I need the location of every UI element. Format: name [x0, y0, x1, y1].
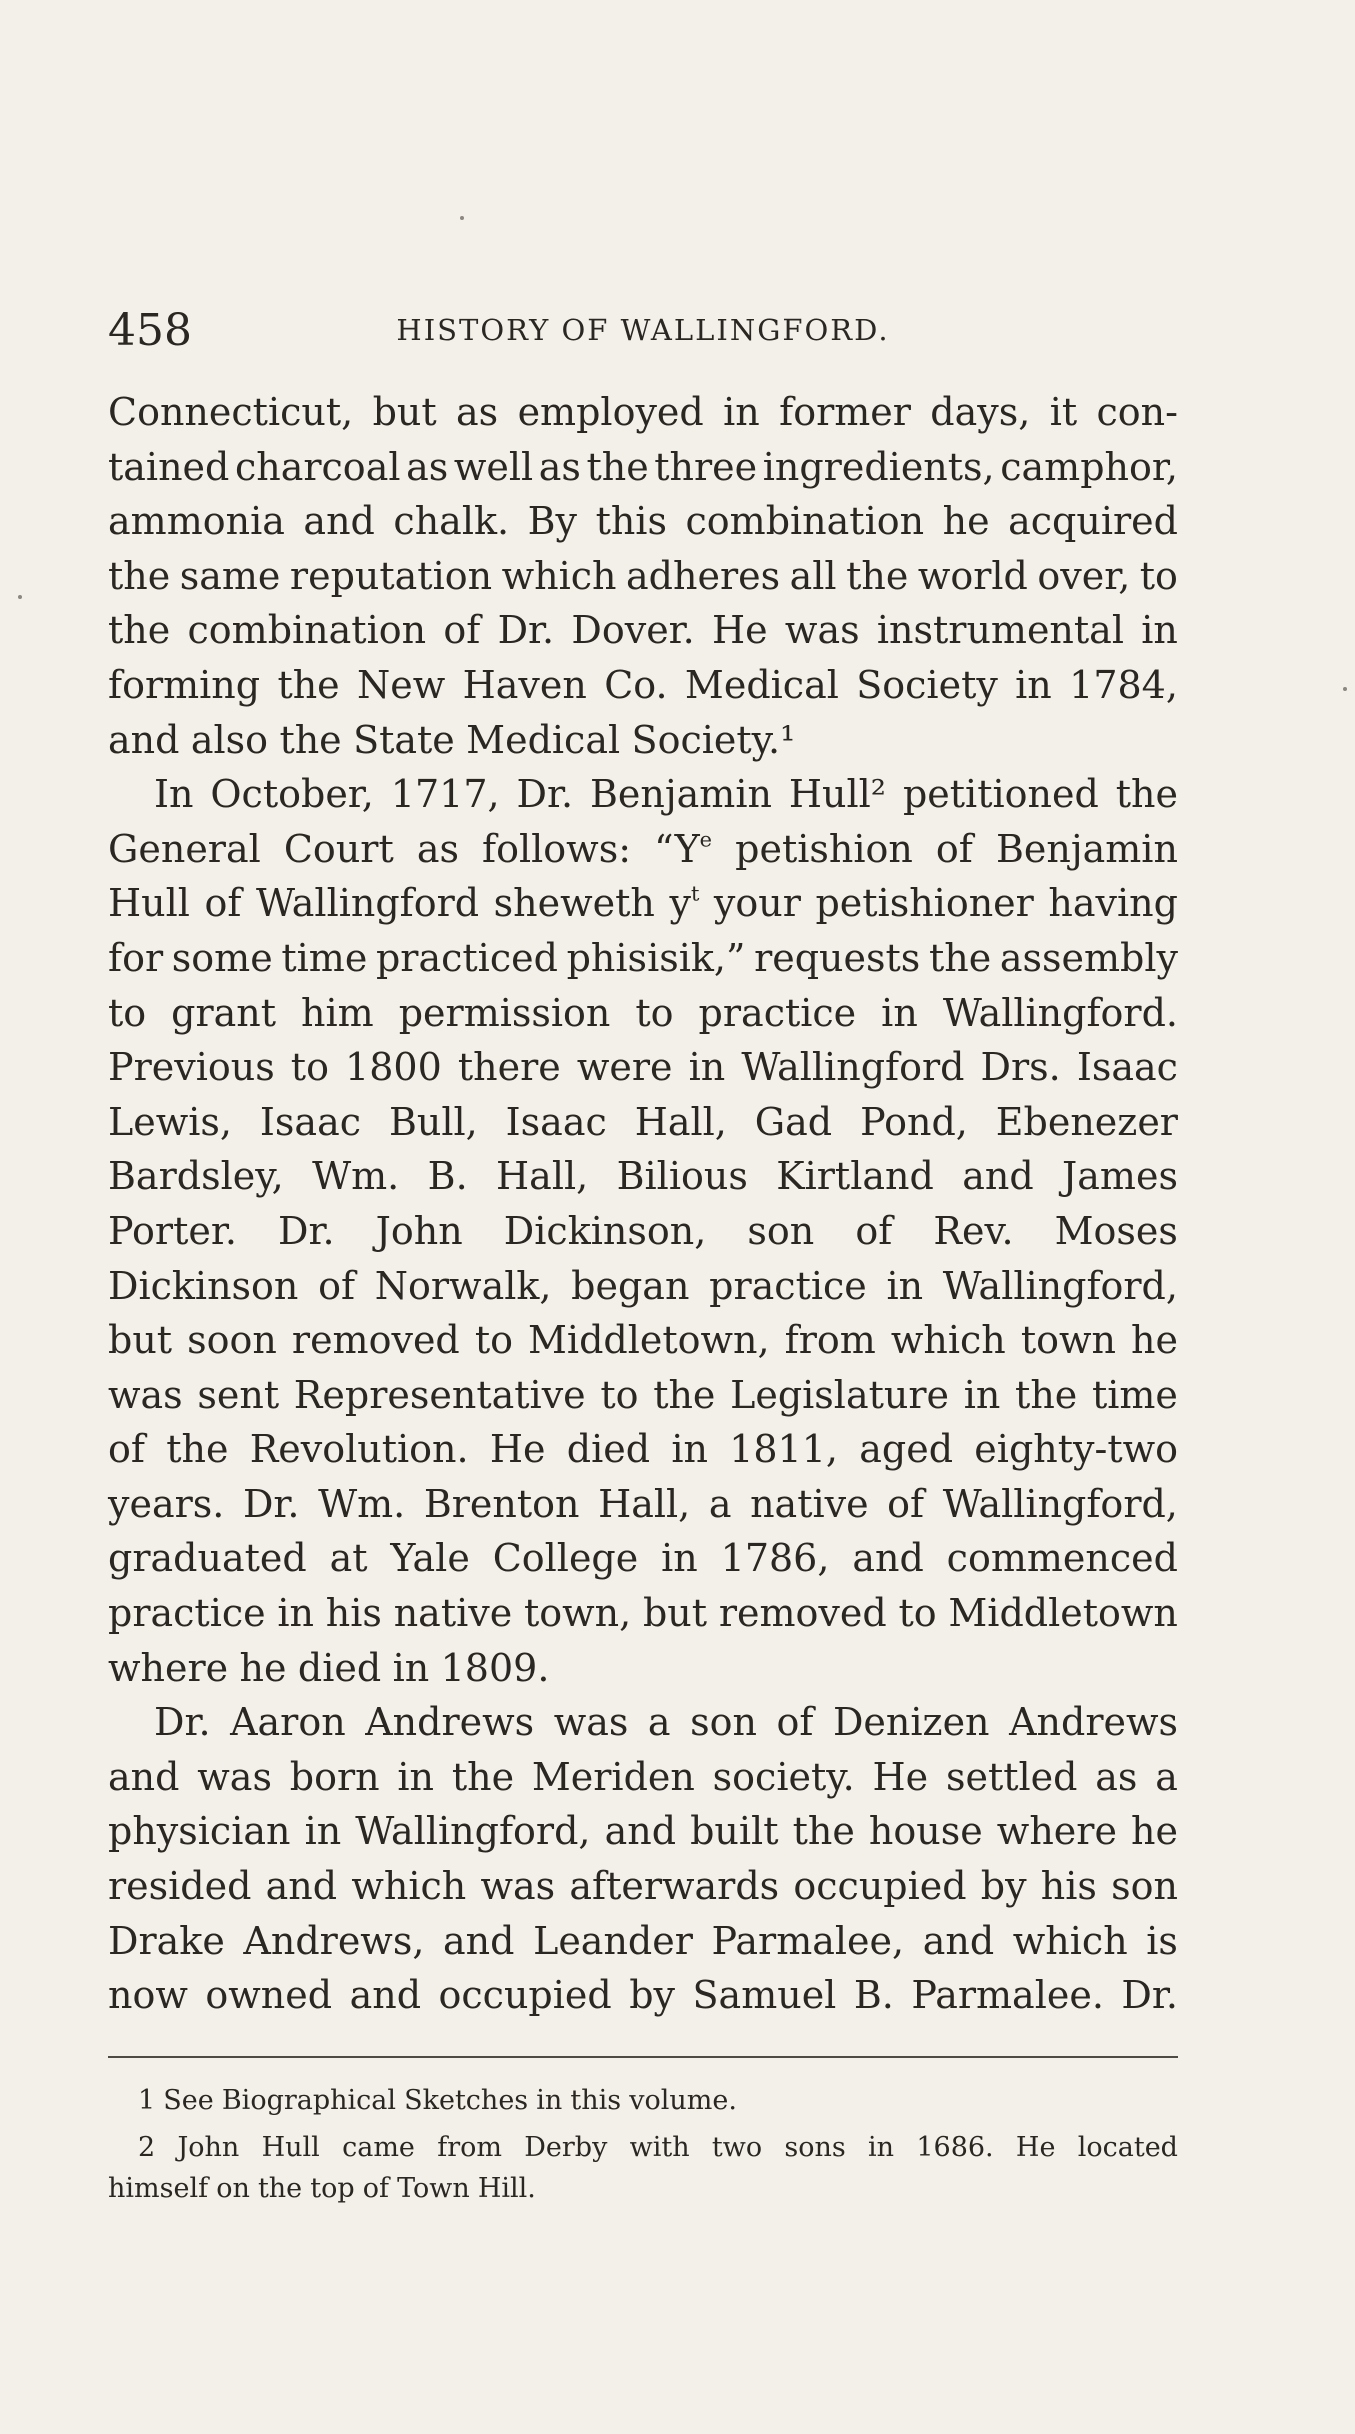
text-line: Lewis, Isaac Bull, Isaac Hall, Gad Pond, Ebenezer	[108, 1099, 1178, 1144]
running-head: HISTORY OF WALLINGFORD.	[396, 313, 890, 347]
page-number: 458	[108, 305, 192, 356]
footnote-rule	[108, 2056, 1178, 2058]
text-line: years. Dr. Wm. Brenton Hall, a native of Wallingford,	[108, 1481, 1178, 1526]
text-line: Dickinson of Norwalk, began practice in Wallingford,	[108, 1263, 1178, 1308]
text-line: Porter. Dr. John Dickinson, son of Rev. Moses	[108, 1208, 1178, 1253]
footnote-line: himself on the top of Town Hill.	[108, 2173, 536, 2204]
text-line: Bardsley, Wm. B. Hall, Bilious Kirtland and James	[108, 1154, 1178, 1199]
text-line: the same reputation which adheres all the world over, to	[108, 553, 1178, 598]
body-text	[108, 385, 1178, 2023]
text-line: the combination of Dr. Dover. He was instrumental in	[108, 608, 1178, 653]
footnote-line: 2 John Hull came from Derby with two sons in 1686. He located	[138, 2132, 1178, 2163]
text-line: Previous to 1800 there were in Wallingford Drs. Isaac	[108, 1045, 1178, 1090]
text-line: physician in Wallingford, and built the house where he	[108, 1809, 1178, 1854]
text-line: tained charcoal as well as the three ingredients, camphor,	[108, 444, 1178, 489]
paper-speck	[18, 595, 22, 599]
footnotes	[108, 2080, 1178, 2215]
paper-speck	[1343, 687, 1347, 691]
text-line: In October, 1717, Dr. Benjamin Hull² petitioned the	[154, 772, 1178, 817]
footnote	[108, 2127, 1178, 2209]
text-line: Drake Andrews, and Leander Parmalee, and which is	[108, 1918, 1178, 1963]
text-line: Connecticut, but as employed in former days, it con-	[108, 390, 1178, 434]
text-line: for some time practiced phisisik,” requests the assembly	[108, 935, 1178, 980]
text-line: where he died in 1809.	[108, 1645, 550, 1690]
text-line: practice in his native town, but removed to Middletown	[108, 1591, 1178, 1636]
text-line: and was born in the Meriden society. He settled as a	[108, 1754, 1178, 1799]
text-line: Hull of Wallingford sheweth $y^t$ your petishioner having	[108, 881, 1178, 926]
text-line: of the Revolution. He died in 1811, aged eighty-two	[108, 1427, 1178, 1472]
text-line: and also the State Medical Society.¹	[108, 717, 796, 762]
footnote	[108, 2080, 1178, 2121]
text-line: was sent Representative to the Legislature in the time	[108, 1372, 1178, 1417]
text-line: now owned and occupied by Samuel B. Parmalee. Dr.	[108, 1973, 1178, 2018]
page-header	[108, 305, 1178, 365]
text-line: General Court as follows: “$Y^e$ petishion of Benjamin	[108, 826, 1178, 871]
text-line: resided and which was afterwards occupied by his son	[108, 1864, 1178, 1909]
text-line: to grant him permission to practice in Wallingford.	[108, 990, 1178, 1035]
text-line: Dr. Aaron Andrews was a son of Denizen Andrews	[154, 1700, 1178, 1745]
text-line: forming the New Haven Co. Medical Society in 1784,	[108, 662, 1178, 707]
text-line: ammonia and chalk. By this combination he acquired	[108, 499, 1178, 544]
footnote-line: 1 See Biographical Sketches in this volume.	[138, 2085, 737, 2116]
text-line: graduated at Yale College in 1786, and commenced	[108, 1536, 1178, 1581]
paper-speck	[460, 216, 464, 220]
text-line: but soon removed to Middletown, from which town he	[108, 1318, 1178, 1363]
